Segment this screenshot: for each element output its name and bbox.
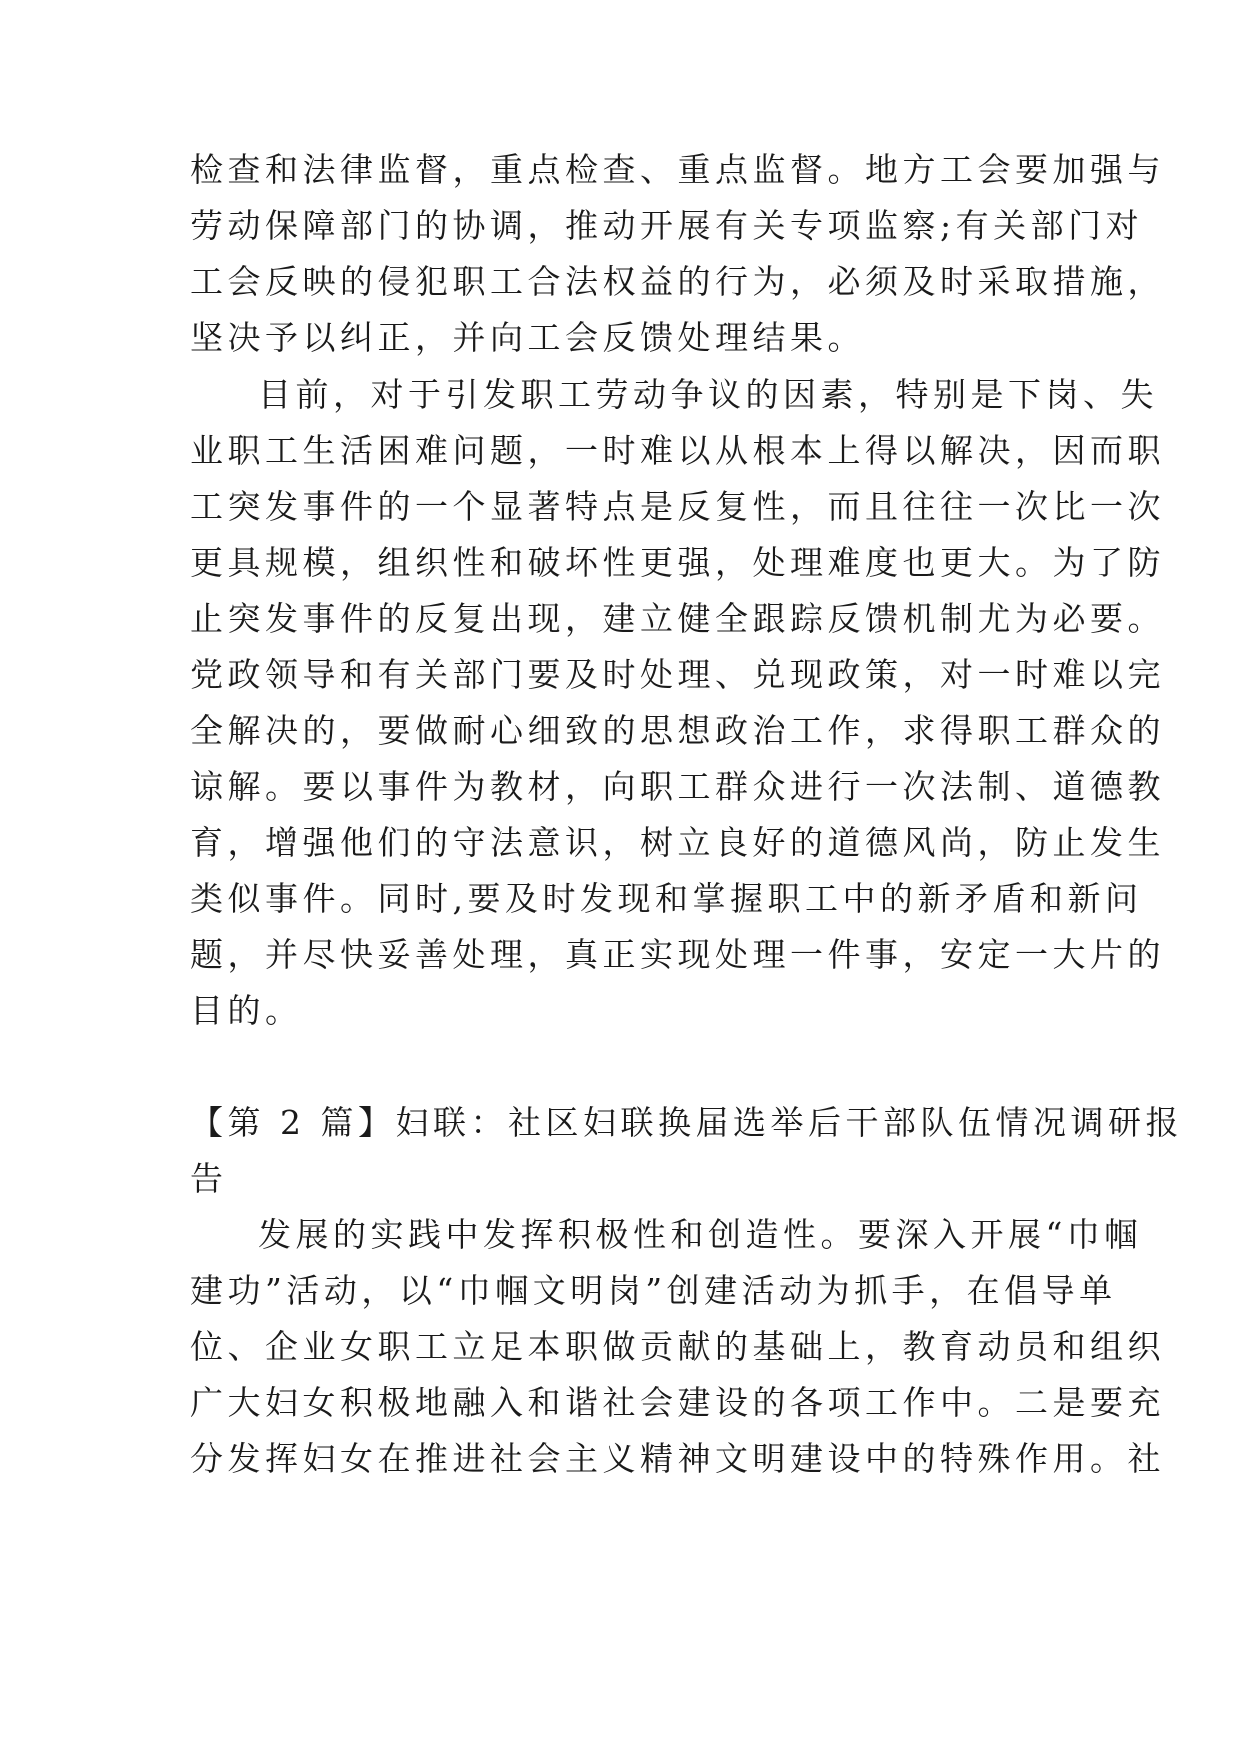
text-line: 更具规模，组织性和破坏性更强，处理难度也更大。为了防 (190, 543, 1165, 582)
text-line: 广大妇女积极地融入和谐社会建设的各项工作中。二是要充 (190, 1383, 1165, 1422)
text-line: 劳动保障部门的协调，推动开展有关专项监察;有关部门对 (190, 206, 1144, 245)
text-line: 目的。 (190, 991, 303, 1030)
text-line: 业职工生活困难问题，一时难以从根本上得以解决，因而职 (190, 431, 1165, 470)
text-line: 谅解。要以事件为教材，向职工群众进行一次法制、道德教 (190, 767, 1165, 806)
text-line: 党政领导和有关部门要及时处理、兑现政策，对一时难以完 (190, 655, 1165, 694)
text-line: 分发挥妇女在推进社会主义精神文明建设中的特殊作用。社 (190, 1439, 1165, 1478)
text-line: 工会反映的侵犯职工合法权益的行为，必须及时采取措施， (190, 262, 1165, 301)
text-line: 发展的实践中发挥积极性和创造性。要深入开展“巾帼 (258, 1215, 1142, 1254)
section-heading: 告 (190, 1159, 228, 1198)
text-line: 全解决的，要做耐心细致的思想政治工作，求得职工群众的 (190, 711, 1165, 750)
section-heading: 【第 2 篇】妇联：社区妇联换届选举后干部队伍情况调研报 (190, 1103, 1183, 1142)
text-line: 题，并尽快妥善处理，真正实现处理一件事，安定一大片的 (190, 935, 1165, 974)
text-line: 工突发事件的一个显著特点是反复性，而且往往一次比一次 (190, 487, 1165, 526)
text-line: 检查和法律监督，重点检查、重点监督。地方工会要加强与 (190, 150, 1165, 189)
text-line: 目前，对于引发职工劳动争议的因素，特别是下岗、失 (258, 375, 1158, 414)
text-line: 类似事件。同时,要及时发现和掌握职工中的新矛盾和新问 (190, 879, 1143, 918)
text-line: 止突发事件的反复出现，建立健全跟踪反馈机制尤为必要。 (190, 599, 1165, 638)
text-line: 位、企业女职工立足本职做贡献的基础上，教育动员和组织 (190, 1327, 1165, 1366)
text-line: 育，增强他们的守法意识，树立良好的道德风尚，防止发生 (190, 823, 1165, 862)
text-line: 坚决予以纠正，并向工会反馈处理结果。 (190, 318, 865, 357)
text-line: 建功”活动，以“巾帼文明岗”创建活动为抓手，在倡导单 (190, 1271, 1117, 1310)
